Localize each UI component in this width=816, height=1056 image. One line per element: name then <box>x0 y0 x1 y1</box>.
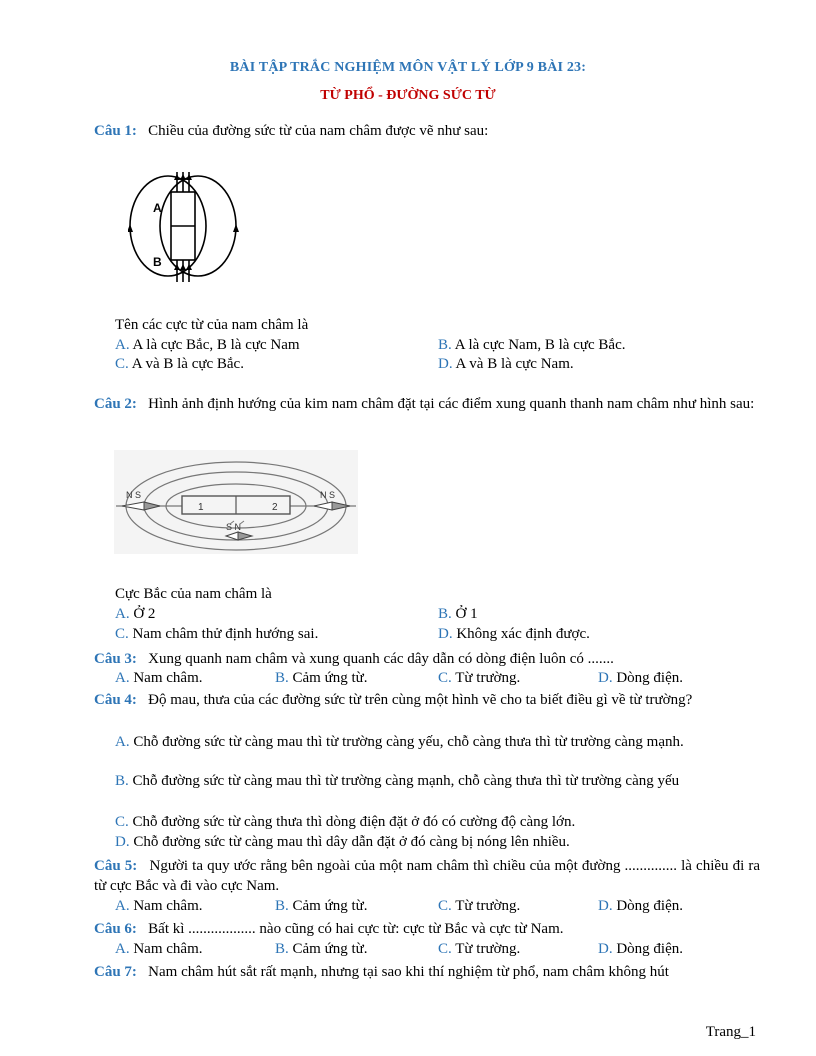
svg-text:2: 2 <box>272 502 278 513</box>
question-text: Bất kì .................. nào cũng có hai cực từ: cực từ Bắc và cực từ Nam. <box>148 921 564 937</box>
option-b: B. Cảm ứng từ. <box>275 898 368 914</box>
question-4 <box>94 690 758 710</box>
option-d: D. Dòng điện. <box>598 898 684 914</box>
question-5 <box>94 856 760 896</box>
option-c: C. Từ trường. <box>438 941 521 957</box>
option-b: B. Ở 1 <box>438 606 478 622</box>
question-text: Chiều của đường sức từ của nam châm được vẽ như sau: <box>148 123 489 139</box>
option-a: A. Nam châm. <box>115 898 203 914</box>
option-a: A. A là cực Bắc, B là cực Nam <box>115 337 300 353</box>
question-label: Câu 7: <box>94 964 137 980</box>
question-text: Người ta quy ước rằng bên ngoài của một nam châm thì chiều của một đường .............. là chiều đi ra từ cực Bắc và đi vào cực Nam. <box>94 858 761 894</box>
option-c: C. Chỗ đường sức từ càng thưa thì dòng điện đặt ở đó có cường độ càng lớn. <box>115 814 576 830</box>
svg-text:N S: N S <box>126 490 142 500</box>
question-stem: Cực Bắc của nam châm là <box>115 586 272 602</box>
option-a: A. Nam châm. <box>115 941 203 957</box>
question-label: Câu 6: <box>94 921 137 937</box>
option-b: B. Cảm ứng từ. <box>275 670 368 686</box>
magnet-field-figure-1 <box>128 170 240 290</box>
question-text: Nam châm hút sắt rất mạnh, nhưng tại sao khi thí nghiệm từ phổ, nam châm không hút <box>148 964 669 980</box>
option-c: C. Từ trường. <box>438 898 521 914</box>
doc-subtitle: TỪ PHỔ - ĐƯỜNG SỨC TỪ <box>320 88 496 103</box>
doc-title: BÀI TẬP TRẮC NGHIỆM MÔN VẬT LÝ LỚP 9 BÀI 23: <box>229 60 587 75</box>
pole-label: B <box>153 255 162 269</box>
question-stem: Tên các cực từ của nam châm là <box>115 317 309 333</box>
svg-text:1: 1 <box>198 502 204 513</box>
compass-field-figure-2 <box>114 450 358 554</box>
option-d: D. Dòng điện. <box>598 670 684 686</box>
option-c: C. Từ trường. <box>438 670 521 686</box>
option-d: D. Không xác định được. <box>438 626 590 642</box>
option-a: A. Chỗ đường sức từ càng mau thì từ trường càng yếu, chỗ càng thưa thì từ trường càng mạnh. <box>115 734 684 750</box>
pole-label: A <box>153 201 162 215</box>
question-text: Độ mau, thưa của các đường sức từ trên cùng một hình vẽ cho ta biết điều gì về từ trường? <box>148 692 693 708</box>
option-d: D. Chỗ đường sức từ càng mau thì dây dẫn đặt ở đó càng bị nóng lên nhiều. <box>115 834 570 850</box>
option-a: A. Nam châm. <box>115 670 203 686</box>
question-label: Câu 5: <box>94 858 138 874</box>
question-label: Câu 1: <box>94 123 137 139</box>
question-label: Câu 3: <box>94 651 137 667</box>
question-1 <box>94 122 488 140</box>
option-d: D. Dòng điện. <box>598 941 684 957</box>
question-text: Hình ảnh định hướng của kim nam châm đặt tại các điểm xung quanh thanh nam châm như hình sau: <box>148 396 755 412</box>
option-c: C. A và B là cực Bắc. <box>115 356 244 372</box>
option-b: B. Cảm ứng từ. <box>275 941 368 957</box>
question-6 <box>94 920 564 938</box>
question-7 <box>94 963 669 981</box>
svg-text:S N: S N <box>226 522 242 532</box>
option-c: C. Nam châm thử định hướng sai. <box>115 626 319 642</box>
question-3 <box>94 650 614 668</box>
option-b: B. Chỗ đường sức từ càng mau thì từ trường càng mạnh, chỗ càng thưa thì từ trường càng yếu <box>115 773 680 789</box>
question-2 <box>94 394 758 414</box>
page-number: Trang_1 <box>705 1024 756 1040</box>
svg-text:N S: N S <box>320 490 336 500</box>
option-d: D. A và B là cực Nam. <box>438 356 574 372</box>
option-b: B. A là cực Nam, B là cực Bắc. <box>438 337 626 353</box>
option-a: A. Ở 2 <box>115 606 156 622</box>
question-label: Câu 2: <box>94 396 137 412</box>
question-text: Xung quanh nam châm và xung quanh các dây dẫn có dòng điện luôn có ....... <box>148 651 614 667</box>
question-label: Câu 4: <box>94 692 137 708</box>
